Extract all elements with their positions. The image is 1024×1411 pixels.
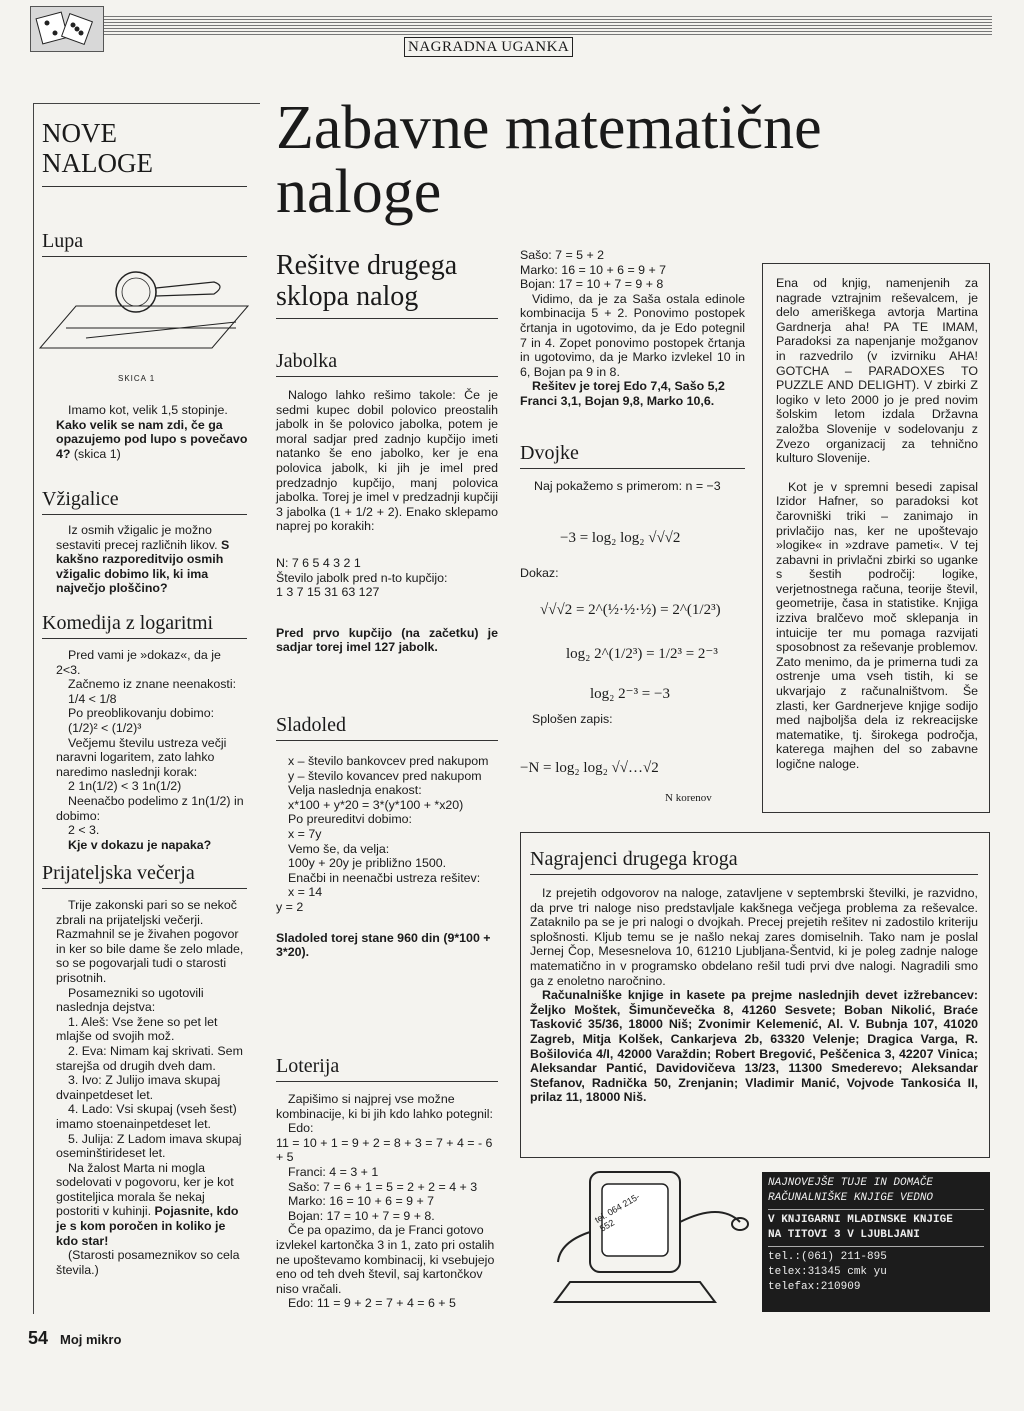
dice-logo-icon (30, 6, 104, 52)
sladoled-line: Vemo še, da velja: (288, 841, 390, 856)
article-title (276, 96, 996, 224)
sladoled-line: Po preureditvi dobimo: (288, 812, 412, 827)
sladoled-line: y – število kovancev pred nakupom (288, 768, 482, 783)
lupa-body (56, 403, 248, 461)
sladoled-line: Enačbi in neenačbi ustreza rešitev: (288, 870, 481, 885)
col3-text: Vidimo, da je za Saša ostala edinole kombinacija 5 + 2. Ponovimo postopek črtanja in ugotovimo, da je Edo potegnil 7 in 4. Zopet ponovimo postopek črtanja in ugotovimo, da je Marko izvlekel 10 in 6, Bojan pa 9 in 8. (520, 291, 745, 379)
komedija-line: 2 < 3. (68, 823, 100, 838)
jabolka-text: Nalogo lahko rešimo takole: Če je sedmi kupec dobil polovico preostalih jabolk in še polovico jabolka, potem je moral sadjar pred zadnjo kupčijo imeti natanko še eno jabolko, ker je ena polovica jabolk, ki jih je imel pred predzadnjo kupčijo, manj polovica jabolka. Torej je imel v predzadnji kupčiji 3 jabolka (1 + 1/2 + 2). Enako sklepamo naprej po korakih: (276, 388, 498, 534)
lupa-question: Kako velik se nam zdi, če ga opazujemo pod lupo s povečavo 4? (56, 417, 248, 461)
komedija-line: Po preoblikovanju dobimo: (68, 706, 215, 721)
vecerja-para: 5. Julija: Z Ladom imava skupaj oseminštirideset let. (56, 1131, 242, 1161)
sladoled-heading: Sladoled (276, 714, 498, 741)
vecerja-heading: Prijateljska večerja (42, 862, 247, 889)
magnifier-sketch-icon (36, 268, 250, 376)
loterija-heading: Loterija (276, 1055, 498, 1082)
komedija-line: Začnemo iz znane neenakosti: (68, 677, 237, 692)
jabolka-n: N: 7 6 5 4 3 2 1 (276, 555, 361, 570)
loterija-line: Marko: 16 = 10 + 6 = 9 + 7 (288, 1194, 435, 1209)
vecerja-body (56, 898, 248, 1277)
loterija-body (276, 1092, 498, 1311)
vecerja-para: Na žalost Marta ni mogla sodelovati v pogovoru, ker je kot gostiteljica morala še nekaj postoriti v kuhinji. (56, 1160, 234, 1219)
magazine-name: Moj mikro (60, 1332, 122, 1347)
dvojke-eq4: log₂ 2⁻³ = −3 (590, 686, 670, 702)
ad-line: telex:31345 cmk yu (768, 1266, 887, 1278)
dvojke-eq2: √√√2 = 2^(½·½·½) = 2^(1/2³) (540, 602, 721, 618)
bookstore-ad (762, 1172, 990, 1312)
komedija-line: Neenačbo podelimo z 1n(1/2) in dobimo: (56, 793, 244, 823)
ad-line: NAJNOVEJŠE TUJE IN DOMAČE (768, 1177, 934, 1189)
vecerja-para: 4. Lado: Vsi skupaj (vseh šest) imamo stoenainpetdeset let. (56, 1102, 237, 1131)
komedija-line: 1/4 < 1/8 (68, 691, 117, 706)
jabolka-result: Pred prvo kupčijo (na začetku) je sadjar torej imel 127 jabolk. (276, 625, 498, 655)
vecerja-para: Posamezniki so ugotovili naslednja dejstva: (56, 985, 204, 1015)
cartoon-note: tel. 064 215-552 (593, 1191, 642, 1234)
komedija-heading: Komedija z logaritmi (42, 612, 247, 639)
dvojke-eq5: −N = log₂ log₂ √√…√2 (520, 760, 659, 776)
prize-p2: Računalniške knjige in kasete pa prejme naslednjih devet izžrebancev: Željko Moštek, Šimunčevečka 8, 41260 Sesvete; Boban Nikolić, Braće Tasković 35/36, 18000 Niš; Zvonimir Kelemenić, Al. V. Bubnja 107, 41020 Zagreb, Mitja Kolšek, Cankarjeva 2b, 63320 Velenje; Dragica Varga, R. Bošilovića 4/I, 42000 Varaždin; Robert Bregović, Peščenica 3, 42207 Vinica; Aleksandar Pantić, Davidovičeva 13/23, 11300 Smederevo; Aleksandar Stefanov, Radnička 50, Zrenjanin; Vladimir Manić, Vojvode Tankosića II, prilaz 11, 18000 Niš. (530, 988, 978, 1105)
section-label: NAGRADNA UGANKA (404, 37, 573, 57)
vzigalice-body (56, 523, 248, 596)
prize-heading: Nagrajenci drugega kroga (530, 848, 978, 875)
komedija-line: Večjemu številu ustreza večji naravni logaritem, zato lahko naredimo naslednji korak: (56, 735, 227, 779)
col3-line: Sašo: 7 = 5 + 2 (520, 248, 605, 262)
sladoled-result: Sladoled torej stane 960 din (9*100 + 3*20). (276, 930, 491, 960)
sladoled-line: x = 14 (288, 885, 323, 900)
ad-line: NA TITOVI 3 V LJUBLJANI (768, 1229, 920, 1241)
vecerja-question: Pojasnite, kdo je s kom poročen in koliko je kdo star! (56, 1204, 239, 1248)
ad-line: RAČUNALNIŠKE KNJIGE VEDNO (768, 1192, 934, 1204)
lupa-text: Imamo kot, velik 1,5 stopinje. (68, 403, 228, 417)
loterija-line: Edo: (288, 1121, 314, 1136)
book-review-p1: Ena od knjig, namenjenih za nagrade vztrajnim reševalcem, je delo ameriškega avtorja Martina Gardnerja aha! PA TE IMAM, Paradoksi za napenjanje možganov in razvedrilo (v izvirniku AHA! GOTCHA – PARADOXES TO PUZZLE AND DELIGHT). V zbirki Z logiko v leto 2000 jo je pred novim šolskim letom izdala Državna založba Slovenije v sodelovanju z Zvezo organizacij za tehnično kulturo Slovenije. (776, 276, 978, 466)
dvojke-eq3: log₂ 2^(1/2³) = 1/2³ = 2⁻³ (566, 646, 718, 662)
sladoled-line: 100y + 20y je približno 1500. (288, 856, 447, 871)
loterija-line: 11 = 10 + 1 = 9 + 2 = 8 + 3 = 7 + 4 = - 6 + 5 (276, 1135, 493, 1165)
komedija-body (56, 648, 248, 852)
dvojke-eq5-caption: N korenov (665, 792, 712, 804)
lupa-tail: (skica 1) (73, 446, 121, 461)
header-rule (30, 16, 992, 36)
prize-body (530, 886, 978, 1105)
vecerja-para: 3. Ivo: Z Julijo imava skupaj dvainpetdeset let. (56, 1073, 221, 1102)
sketch-caption: SKICA 1 (118, 374, 156, 383)
jabolka-n2: Število jabolk pred n-to kupčijo: (276, 570, 448, 585)
dvojke-splosen: Splošen zapis: (532, 712, 613, 726)
komedija-line: 2 1n(1/2) < 3 1n(1/2) (68, 779, 182, 794)
ad-line: telefax:210909 (768, 1281, 861, 1293)
loterija-continued (520, 248, 745, 409)
komedija-line: (1/2)² < (1/2)³ (68, 720, 142, 735)
left-title-line1: NOVE (42, 118, 117, 148)
ad-line: V KNJIGARNI MLADINSKE KNJIGE (768, 1209, 984, 1228)
loterija-line: Zapišimo si najprej vse možne kombinacije, ki bi jih kdo lahko potegnil: (276, 1092, 493, 1121)
vzigalice-question: S kakšno razporeditvijo osmih vžigalic dobimo lik, ki ima največjo ploščino? (56, 537, 230, 596)
dvojke-intro: Naj pokažemo s primerom: n = −3 (534, 479, 721, 493)
dvojke-eq1: −3 = log₂ log₂ √√√2 (560, 530, 681, 546)
sladoled-body (276, 754, 498, 960)
komedija-line: Pred vami je »dokaz«, da je 2<3. (56, 648, 221, 677)
col3-line: Marko: 16 = 10 + 6 = 9 + 7 (520, 262, 667, 277)
sladoled-line: x*100 + y*20 = 3*(y*100 + *x20) (288, 797, 464, 812)
ad-line: tel.:(061) 211-895 (768, 1246, 984, 1265)
solutions-heading: Rešitve drugega sklopa nalog (276, 250, 498, 319)
loterija-result: Rešitev je torej Edo 7,4, Sašo 5,2 Franci 3,1, Bojan 9,8, Marko 10,6. (520, 379, 725, 408)
col3-line: Bojan: 17 = 10 + 7 = 9 + 8 (520, 277, 664, 292)
computer-cartoon-icon (540, 1162, 756, 1312)
jabolka-n3: 1 3 7 15 31 63 127 (276, 585, 380, 600)
page-number: 54 (28, 1328, 49, 1348)
book-review-p2: Kot je v spremni besedi zapisal Izidor Hafner, so paradoksi kot čarovniški triki – zanimajo in privlačijo nas, ker ne upoštevajo »logike« in »zdrave pameti«. V tej zabavni in privlačni zbirki so uganke s šestih področij: logike, verjetnostnega računa, teorije števil, geometrije, časa in statistike. Knjiga izziva bralčevo moč sklepanja in intuicije ter mu pomaga razvijati sposobnost za reševanje problemov. Zato menimo, da je primerna tudi za ostrenje uma vseh tistih, ki se ukvarjajo z računalništvom. Še zlasti, ker Gardnerjeve knjige sodijo med najboljša dela iz rekreacijske matematike, tj. širokega področja, katerega majhen del so zabavne logične naloge. (776, 479, 978, 771)
sladoled-line: x = 7y (288, 826, 322, 841)
sladoled-line: x – število bankovcev pred nakupom (288, 754, 489, 768)
loterija-line: Če pa opazimo, da je Franci gotovo izvlekel kartončka 3 in 1, zato pri ostalih ne upoštevamo kombinacij, ki vsebujejo eno od teh dveh števil, saj kartončkov niso vračali. (276, 1223, 495, 1296)
sladoled-line: Velja naslednja enakost: (288, 783, 422, 798)
loterija-line: Sašo: 7 = 6 + 1 = 5 = 2 + 2 = 4 + 3 (288, 1179, 478, 1194)
vecerja-para: 2. Eva: Nimam kaj skrivati. Sem starejša od drugih dveh dam. (56, 1043, 243, 1073)
lupa-heading: Lupa (42, 230, 247, 257)
vecerja-tail: (Starosti posameznikov so cela števila.) (56, 1248, 240, 1277)
vecerja-para: Trije zakonski pari so se nekoč zbrali na prijateljski večerji. Razmahnil se je živahen pogovor in ker so bile dame še zelo mlade, so se pogovarjali tudi o starosti prisotnih. (56, 898, 244, 985)
book-review-body (776, 276, 978, 772)
prize-p1: Iz prejetih odgovorov na naloge, zatavljene v septembrski številki, je razvidno, da prve tri naloge niso predstavljale kakšnega večjega problema za reševalce. Zataknilo pa se je pri nalogi o dvojkah. Precej prejetih rešitev ni zadostilo kriteriju splošnosti. Kljub temu se je našlo nekaj zares domiselnih. Tako nam je poslal Jernej Čop, Mesesnelova 10, 61210 Ljubljana-Šentvid, ki je poleg zadnje naloge matematično in v programsko obdelano rešil tudi prvi dve nalogi. Nagradili smo ga z enoletno naročnino. (530, 886, 978, 988)
loterija-line: Bojan: 17 = 10 + 7 = 9 + 8. (288, 1208, 435, 1223)
left-title (42, 118, 247, 187)
loterija-line: Edo: 11 = 9 + 2 = 7 + 4 = 6 + 5 (288, 1296, 456, 1311)
komedija-question: Kje v dokazu je napaka? (68, 837, 212, 852)
jabolka-heading: Jabolka (276, 350, 498, 377)
vzigalice-text: Iz osmih vžigalic je možno sestaviti precej različnih likov. (56, 523, 218, 552)
dvojke-heading: Dvojke (520, 442, 745, 469)
left-title-line2: NALOGE (42, 148, 153, 178)
title-line1: Zabavne matematične (276, 94, 822, 162)
vecerja-para: 1. Aleš: Vse žene so pet let mlajše od svojih mož. (56, 1014, 218, 1044)
title-line2: naloge (276, 158, 442, 226)
sladoled-line: y = 2 (276, 899, 304, 914)
vzigalice-heading: Vžigalice (42, 488, 247, 515)
jabolka-body (276, 388, 498, 655)
dvojke-dokaz: Dokaz: (520, 566, 559, 580)
loterija-line: Franci: 4 = 3 + 1 (288, 1164, 379, 1179)
